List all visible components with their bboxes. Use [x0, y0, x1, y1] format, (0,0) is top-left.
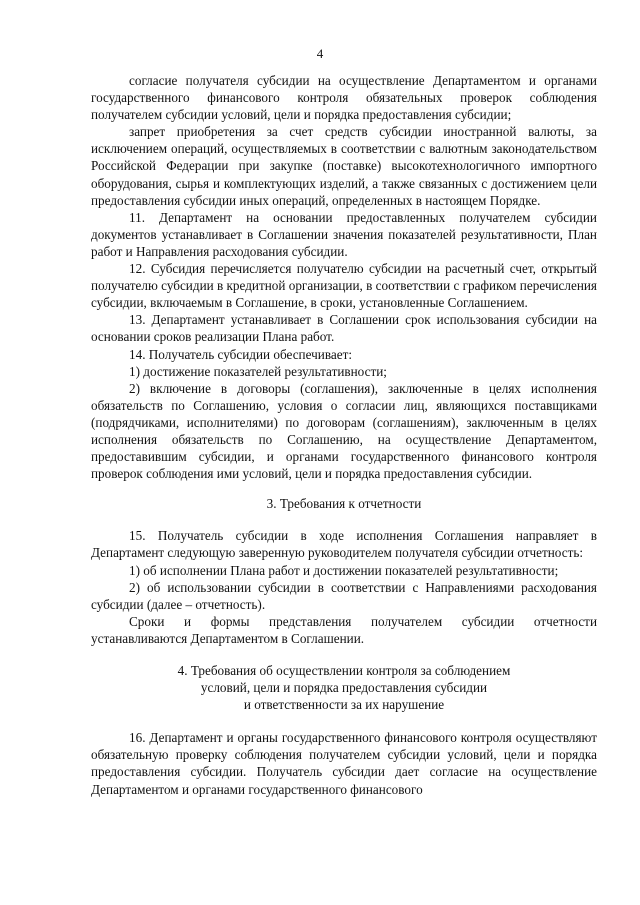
paragraph-11: 11. Департамент на основании предоставленных получателем субсидии документов устанавливает в Соглашении значения показателей результативности, План работ и Направления расходования субсидии.: [91, 209, 597, 259]
document-body: [91, 72, 597, 798]
paragraph-14-item-1: 1) достижение показателей результативности;: [129, 363, 387, 379]
paragraph-15: 15. Получатель субсидии в ходе исполнения Соглашения направляет в Департамент следующую заверенную руководителем получателя субсидии отчетность:: [91, 528, 597, 561]
page-number: 4: [316, 46, 324, 61]
paragraph-currency-ban: запрет приобретения за счет средств субсидии иностранной валюты, за исключением операций, осуществляемых в соответствии с валютным законодательством Российской Федерации при закупке (поставке) высокотехнологичного импортного оборудования, сырья и комплектующих изделий, а также связанных с достижением цели предоставления субсидии иных операций, определенных в настоящем Порядке.: [91, 124, 597, 208]
paragraph-14-item-2: 2) включение в договоры (соглашения), заключенные в целях исполнения обязательств по Соглашению, условия о согласии лиц, являющихся поставщиками (подрядчиками, исполнителями) по договорам (соглашениям), заключенным в целях исполнения обязательств по Соглашению, на осуществление Департаментом, предоставившим субсидии, и органами государственного финансового контроля проверок соблюдения ими условий, цели и порядка предоставления субсидии.: [91, 380, 597, 482]
paragraph-14: 14. Получатель субсидии обеспечивает:: [129, 346, 353, 362]
paragraph-15-item-1: 1) об исполнении Плана работ и достижении показателей результативности;: [129, 562, 559, 578]
section-4-heading-line: и ответственности за их нарушение: [243, 697, 445, 713]
paragraph-12: 12. Субсидия перечисляется получателю субсидии на расчетный счет, открытый получателю субсидии в кредитной организации, в соответствии с графиком перечисления субсидии, включаемым в Соглашение, в сроки, установленные Соглашением.: [91, 261, 597, 311]
section-3-heading: 3. Требования к отчетности: [266, 496, 422, 512]
paragraph-consent: согласие получателя субсидии на осуществление Департаментом и органами государственного финансового контроля обязательных проверок соблюдения получателем субсидии условий, цели и порядка предоставления субсидии;: [91, 73, 597, 123]
paragraph-reporting-terms: Сроки и формы представления получателем субсидии отчетности устанавливаются Департаментом в Соглашении.: [91, 613, 597, 646]
section-4-heading: [91, 662, 597, 713]
section-4-heading-line: условий, цели и порядка предоставления субсидии: [200, 680, 488, 696]
section-4-heading-line: 4. Требования об осуществлении контроля за соблюдением: [177, 663, 511, 678]
paragraph-15-item-2: 2) об использовании субсидии в соответствии с Направлениями расходования субсидии (далее – отчетность).: [91, 579, 597, 612]
paragraph-16: 16. Департамент и органы государственного финансового контроля осуществляют обязательную проверку соблюдения получателем субсидии условий, цели и порядка предоставления субсидии. Получатель субсидии дает согласие на осуществление Департаментом и органами государственного финансового: [91, 730, 597, 797]
paragraph-13: 13. Департамент устанавливает в Соглашении срок использования субсидии на основании сроков реализации Плана работ.: [91, 312, 597, 345]
